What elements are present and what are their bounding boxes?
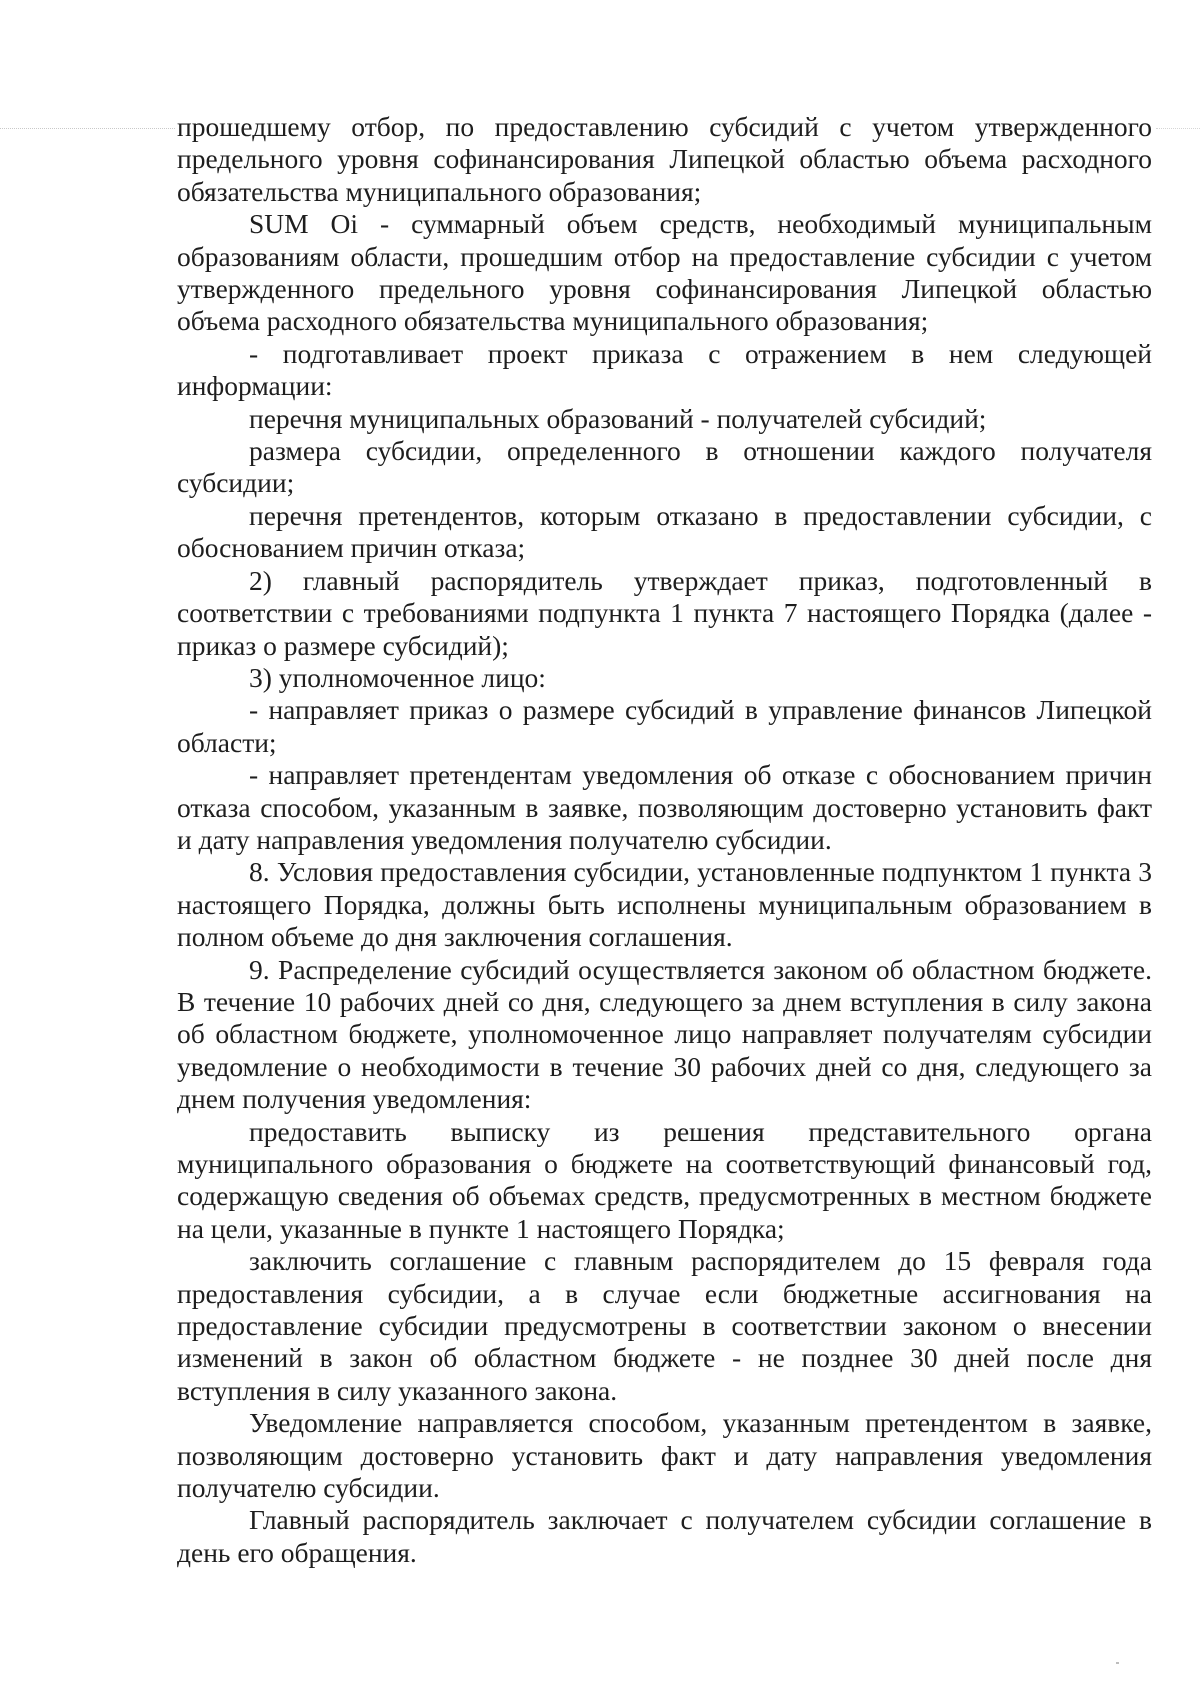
paragraph: размера субсидии, определенного в отношении каждого получателя субсидии; <box>177 435 1152 499</box>
paragraph: прошедшему отбор, по предоставлению субсидий с учетом утвержденного предельного уровня софинансирования Липецкой областью объема расходного обязательства муниципального образования; <box>177 111 1152 207</box>
paragraph: Уведомление направляется способом, указанным претендентом в заявке, позволяющим достоверно установить факт и дату направления уведомления получателю субсидии. <box>177 1407 1152 1504</box>
scan-artifact-line <box>1156 128 1200 130</box>
paragraph: 3) уполномоченное лицо: <box>249 661 546 693</box>
paragraph: - направляет приказ о размере субсидий в управление финансов Липецкой области; <box>177 694 1152 758</box>
paragraph: Главный распорядитель заключает с получателем субсидии соглашение в день его обращения. <box>177 1504 1152 1568</box>
document-body <box>177 111 1152 1569</box>
scan-artifact-line <box>0 128 175 130</box>
paragraph: - направляет претендентам уведомления об отказе с обоснованием причин отказа способом, указанным в заявке, позволяющим достоверно установить факт и дату направления уведомления получателю субсидии. <box>177 759 1152 855</box>
paragraph: предоставить выписку из решения представительного органа муниципального образования о бюджете на соответствующий финансовый год, содержащую сведения об объемах средств, предусмотренных в местном бюджете на цели, указанные в пункте 1 настоящего Порядка; <box>177 1115 1152 1244</box>
paragraph: 2) главный распорядитель утверждает приказ, подготовленный в соответствии с требованиями подпункта 1 пункта 7 настоящего Порядка (далее - приказ о размере субсидий); <box>177 564 1152 661</box>
paragraph: - подготавливает проект приказа с отражением в нем следующей информации: <box>177 337 1152 402</box>
paragraph: заключить соглашение с главным распорядителем до 15 февраля года предоставления субсидии, а в случае если бюджетные ассигнования на предоставление субсидии предусмотрены в соответствии законом о внесении изменений в закон об областном бюджете - не позднее 30 дней после дня вступления в силу указанного закона. <box>177 1245 1152 1406</box>
paragraph: 9. Распределение субсидий осуществляется законом об областном бюджете. В течение 10 рабочих дней со дня, следующего за днем вступления в силу закона об областном бюджете, уполномоченное лицо направляет получателям субсидии уведомление о необходимости в течение 30 рабочих дней со дня, следующего за днем получения уведомления: <box>177 953 1152 1115</box>
paragraph: перечня претендентов, которым отказано в предоставлении субсидии, с обоснованием причин отказа; <box>177 499 1152 564</box>
paragraph: перечня муниципальных образований - получателей субсидий; <box>249 402 987 434</box>
scan-speck <box>1116 1662 1119 1664</box>
paragraph: 8. Условия предоставления субсидии, установленные подпунктом 1 пункта 3 настоящего Порядка, должны быть исполнены муниципальным образованием в полном объеме до дня заключения соглашения. <box>177 856 1152 953</box>
paragraph: SUM Oi - суммарный объем средств, необходимый муниципальным образованиям области, прошедшим отбор на предоставление субсидии с учетом утвержденного предельного уровня софинансирования Липецкой областью объема расходного обязательства муниципального образования; <box>177 208 1152 337</box>
